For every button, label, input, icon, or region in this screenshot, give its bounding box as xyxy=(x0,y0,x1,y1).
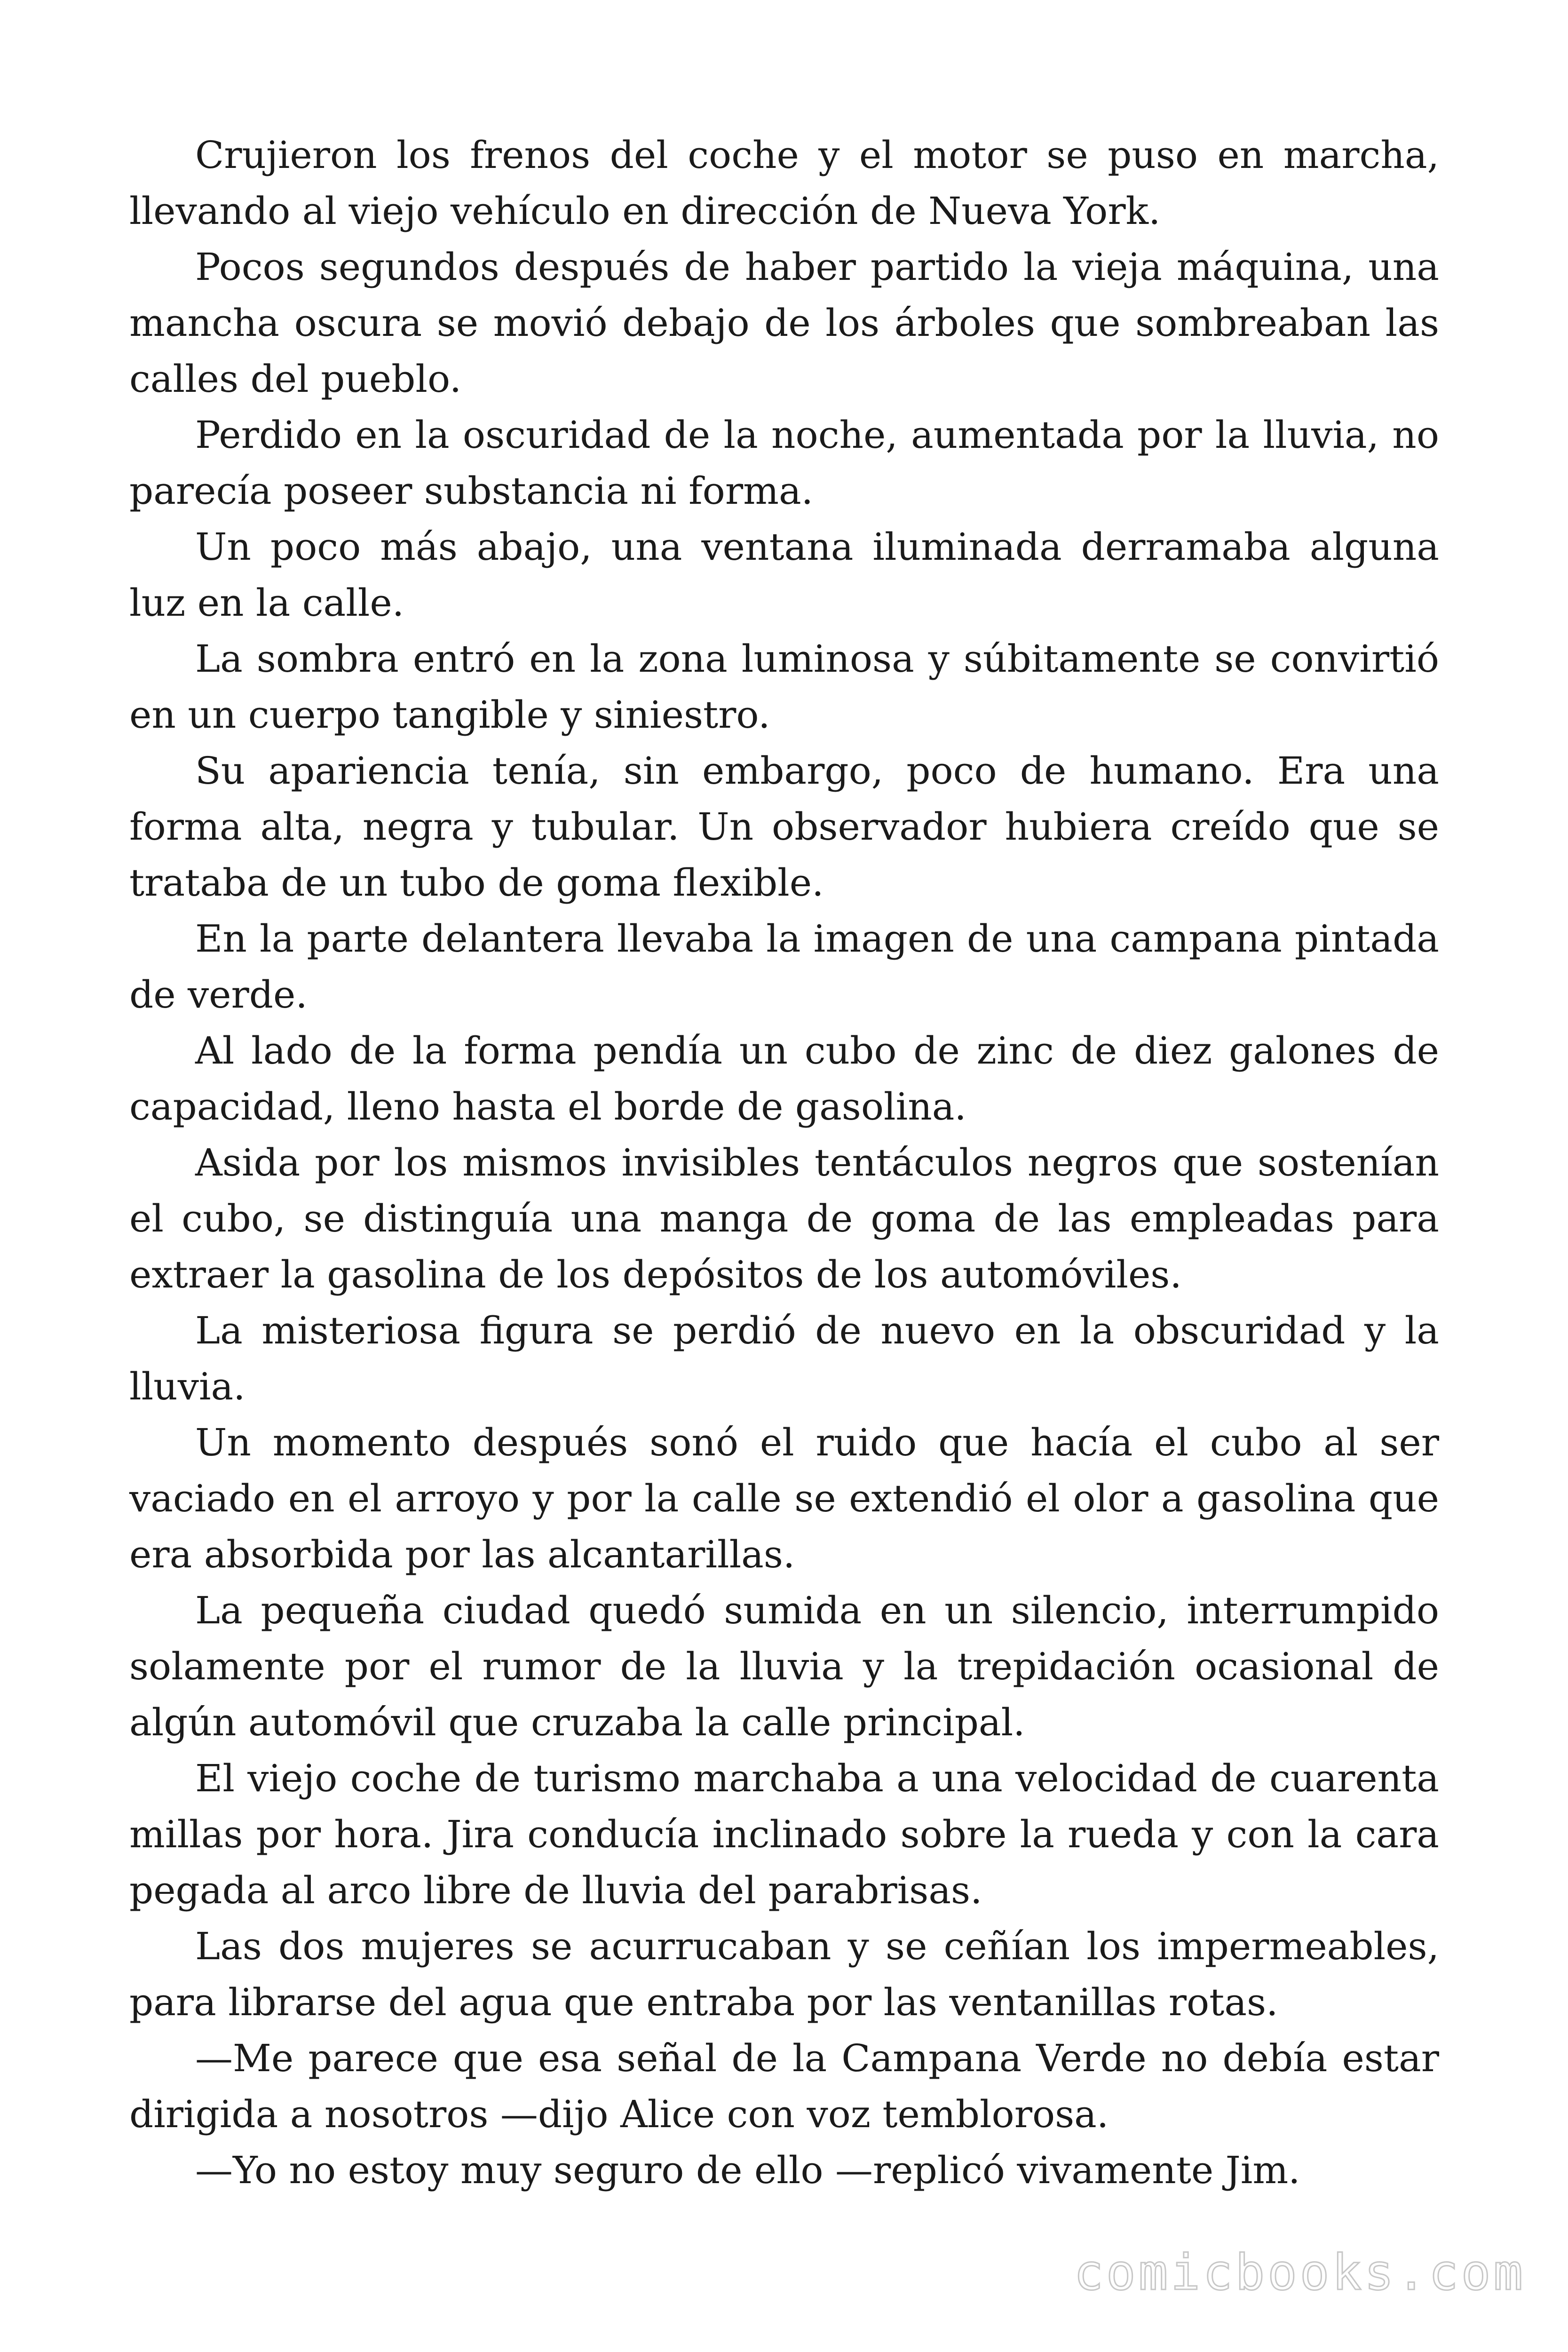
paragraph: Su apariencia tenía, sin embargo, poco de humano. Era una forma alta, negra y tubular. Un observador hubiera creído que se trataba de un tubo de goma flexible. xyxy=(129,749,1439,905)
paragraph: Las dos mujeres se acurrucaban y se ceñían los impermeables, para librarse del agua que entraba por las ventanillas rotas. xyxy=(129,1924,1439,2024)
body-text xyxy=(129,127,1439,2198)
paragraph: Un momento después sonó el ruido que hacía el cubo al ser vaciado en el arroyo y por la calle se extendió el olor a gasolina que era absorbida por las alcantarillas. xyxy=(129,1421,1439,1576)
paragraph: La sombra entró en la zona luminosa y súbitamente se convirtió en un cuerpo tangible y siniestro. xyxy=(129,637,1439,737)
paragraph: Asida por los mismos invisibles tentáculos negros que sostenían el cubo, se distinguía una manga de goma de las empleadas para extraer la gasolina de los depósitos de los automóviles. xyxy=(129,1141,1439,1296)
paragraph: La misteriosa figura se perdió de nuevo en la obscuridad y la lluvia. xyxy=(129,1309,1439,1408)
paragraph: Pocos segundos después de haber partido la vieja máquina, una mancha oscura se movió debajo de los árboles que sombreaban las calles del pueblo. xyxy=(129,245,1439,401)
paragraph: El viejo coche de turismo marchaba a una velocidad de cuarenta millas por hora. Jira conducía inclinado sobre la rueda y con la cara pegada al arco libre de lluvia del parabrisas. xyxy=(129,1756,1439,1912)
paragraph: La pequeña ciudad quedó sumida en un silencio, interrumpido solamente por el rumor de la lluvia y la trepidación ocasional de algún automóvil que cruzaba la calle principal. xyxy=(129,1589,1439,1744)
paragraph: Al lado de la forma pendía un cubo de zinc de diez galones de capacidad, lleno hasta el borde de gasolina. xyxy=(129,1029,1439,1128)
paragraph: Un poco más abajo, una ventana iluminada derramaba alguna luz en la calle. xyxy=(129,525,1439,625)
paragraph: En la parte delantera llevaba la imagen de una campana pintada de verde. xyxy=(129,917,1439,1017)
paragraph: Crujieron los frenos del coche y el motor se puso en marcha, llevando al viejo vehículo en dirección de Nueva York. xyxy=(129,133,1439,233)
watermark: comicbooks.com xyxy=(1074,2244,1526,2301)
paragraph: Perdido en la oscuridad de la noche, aumentada por la lluvia, no parecía poseer substancia ni forma. xyxy=(129,413,1439,513)
paragraph: —Yo no estoy muy seguro de ello —replicó vivamente Jim. xyxy=(195,2148,1300,2192)
paragraph: —Me parece que esa señal de la Campana Verde no debía estar dirigida a nosotros —dijo Alice con voz temblorosa. xyxy=(129,2036,1439,2136)
